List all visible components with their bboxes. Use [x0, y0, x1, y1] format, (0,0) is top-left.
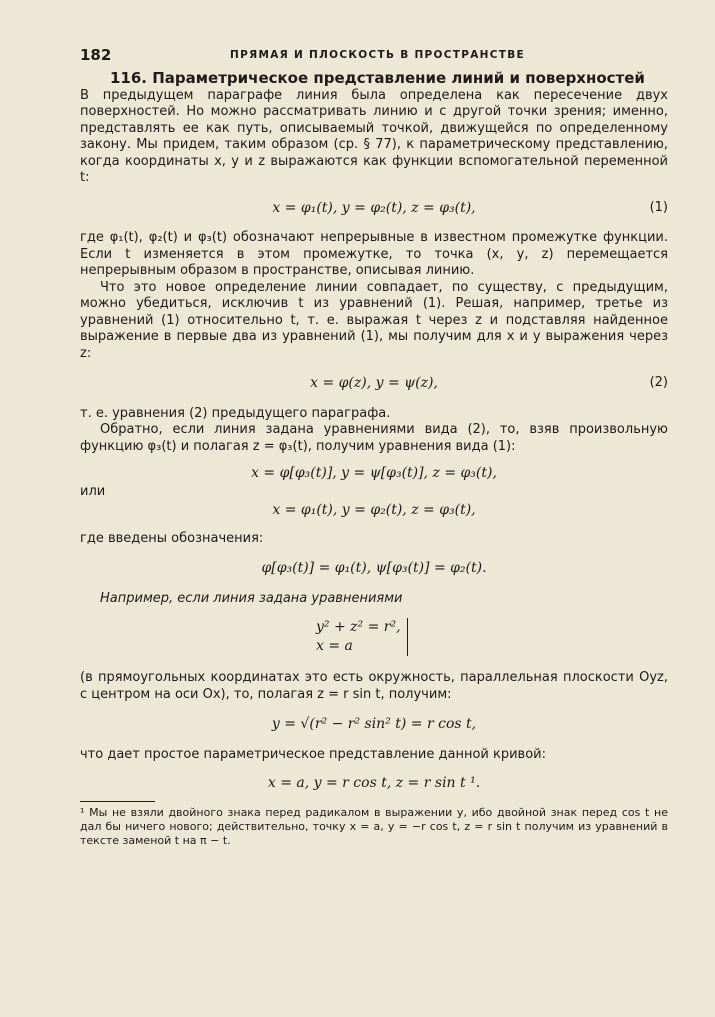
- section-title: 116. Параметрическое представление линий и поверхностей: [110, 69, 645, 87]
- formula-5: [80, 560, 668, 577]
- paragraph-3: Что это новое определение линии совпадает, по существу, с предыдущим, можно убедиться, исключив t из уравнений (1). Решая, например, третье из уравнений (1) относительно t, т. е. выражая t через z и подставляя найденное выражение в первые два из уравнений (1), мы получим для x и y выражения через z:: [80, 279, 668, 361]
- formula-7: [80, 775, 668, 792]
- paragraph-2: где φ₁(t), φ₂(t) и φ₃(t) обозначают непрерывные в известном промежутке функции. Если t изменяется в этом промежутке, то точка (x, y, z) перемещается непрерывным образом в пространстве, описывая линию.: [80, 230, 668, 278]
- paragraph-6: где введены обозначения:: [80, 530, 264, 546]
- formula-7-expr: x = a, y = r cos t, z = r sin t ¹.: [267, 775, 481, 791]
- formula-3-expr: x = φ[φ₃(t)], y = ψ[φ₃(t)], z = φ₃(t),: [251, 465, 497, 481]
- equation-system: [316, 618, 408, 656]
- paragraph-9: что дает простое параметрическое представление данной кривой:: [80, 746, 546, 762]
- formula-4: [80, 502, 668, 519]
- formula-5-expr: φ[φ₃(t)] = φ₁(t), ψ[φ₃(t)] = φ₂(t).: [261, 560, 487, 576]
- footnote: ¹ Мы не взяли двойного знака перед радикалом в выражении y, ибо двойной знак перед cos t не дал бы ничего нового; действительно, точку x = a, y = −r cos t, z = r sin t получим из уравнений в тексте заменой t на π − t.: [80, 805, 668, 847]
- paragraph-1: В предыдущем параграфе линия была определена как пересечение двух поверхностей. Но можно рассматривать линию и с другой точки зрения; именно, представлять ее как путь, описываемый точкой, движущейся по определенному закону. Мы придем, таким образом (ср. § 77), к параметрическому представлению, когда координаты x, y и z выражаются как функции вспомогательной переменной t:: [80, 87, 668, 185]
- paragraph-8: (в прямоугольных координатах это есть окружность, параллельная плоскости Oyz, с центром на оси Ox), то, полагая z = r sin t, получим:: [80, 670, 668, 702]
- formula-2-number: (2): [649, 375, 668, 390]
- formula-6: [80, 716, 668, 733]
- page-number: 182: [80, 46, 112, 64]
- running-title: ПРЯМАЯ И ПЛОСКОСТЬ В ПРОСТРАНСТВЕ: [230, 49, 525, 61]
- formula-2: [80, 375, 668, 392]
- formula-3: [80, 465, 668, 482]
- formula-2-expr: x = φ(z), y = ψ(z),: [310, 375, 438, 391]
- formula-4-expr: x = φ₁(t), y = φ₂(t), z = φ₃(t),: [272, 502, 476, 518]
- formula-6-expr: y = √(r² − r² sin² t) = r cos t,: [271, 716, 477, 732]
- system-line-1: y² + z² = r²,: [316, 619, 401, 635]
- footnote-divider: [80, 801, 155, 802]
- formula-1: [80, 200, 668, 217]
- formula-1-expr: x = φ₁(t), y = φ₂(t), z = φ₃(t),: [272, 199, 476, 216]
- system-line-2: x = a: [316, 638, 353, 654]
- running-header: [80, 46, 670, 64]
- page-body: [80, 70, 668, 848]
- paragraph-4: т. е. уравнения (2) предыдущего параграфа.: [80, 405, 391, 421]
- paragraph-7: Например, если линия задана уравнениями: [100, 590, 403, 606]
- word-or: или: [80, 483, 106, 499]
- formula-1-number: (1): [649, 199, 668, 215]
- paragraph-5: Обратно, если линия задана уравнениями вида (2), то, взяв произвольную функцию φ₃(t) и полагая z = φ₃(t), получим уравнения вида (1):: [80, 422, 668, 454]
